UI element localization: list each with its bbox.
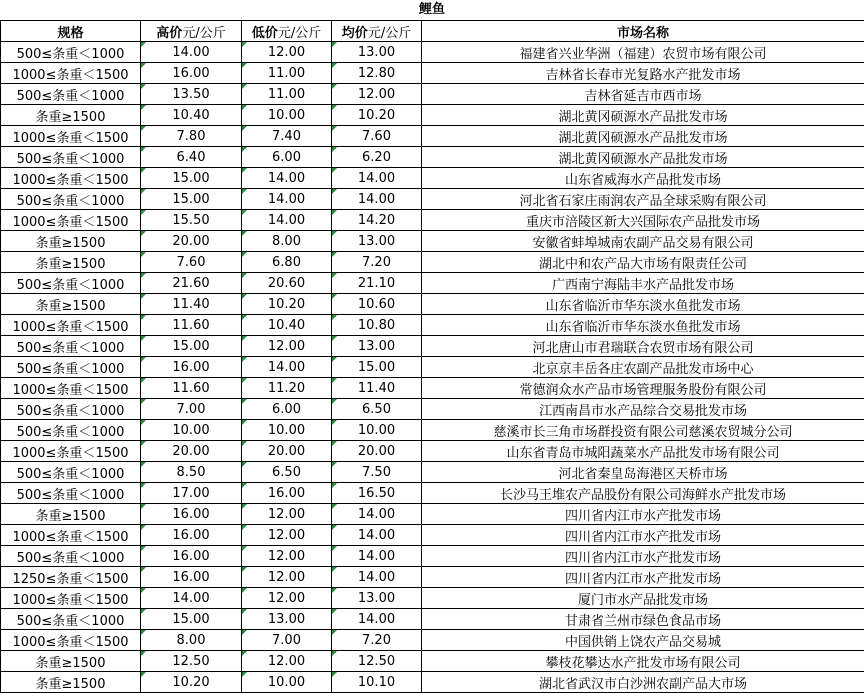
table-row [1, 273, 864, 294]
cell-market-name[interactable]: 山东省临沂市华东淡水鱼批发市场 [422, 315, 864, 336]
cell-market-name[interactable]: 湖北黄冈硕源水产品批发市场 [422, 147, 864, 168]
cell-spec[interactable]: 1000≤条重＜1500 [1, 525, 141, 546]
cell-market-name[interactable]: 四川省内江市水产批发市场 [422, 567, 864, 588]
table-row [1, 168, 864, 189]
cell-spec[interactable]: 1000≤条重＜1500 [1, 210, 141, 231]
cell-high-price[interactable]: 10.20 [141, 672, 242, 693]
cell-spec[interactable]: 1000≤条重＜1500 [1, 378, 141, 399]
table-row [1, 231, 864, 252]
cell-avg-price[interactable]: 13.00 [332, 231, 422, 252]
table-row [1, 609, 864, 630]
cell-high-price[interactable]: 20.00 [141, 231, 242, 252]
cell-spec[interactable]: 1000≤条重＜1500 [1, 588, 141, 609]
cell-high-price[interactable]: 15.00 [141, 189, 242, 210]
cell-high-price[interactable]: 15.00 [141, 336, 242, 357]
cell-market-name[interactable]: 攀枝花攀达水产批发市场有限公司 [422, 651, 864, 672]
cell-high-price[interactable]: 7.80 [141, 126, 242, 147]
cell-avg-price[interactable]: 6.50 [332, 399, 422, 420]
cell-spec[interactable]: 条重≥1500 [1, 105, 141, 126]
table-row [1, 105, 864, 126]
cell-high-price[interactable]: 16.00 [141, 525, 242, 546]
cell-high-price[interactable]: 11.40 [141, 294, 242, 315]
cell-spec[interactable]: 条重≥1500 [1, 252, 141, 273]
cell-avg-price[interactable]: 21.10 [332, 273, 422, 294]
cell-high-price[interactable]: 15.50 [141, 210, 242, 231]
cell-market-name[interactable]: 河北省石家庄雨润农产品全球采购有限公司 [422, 189, 864, 210]
cell-high-price[interactable]: 16.00 [141, 567, 242, 588]
cell-high-price[interactable]: 12.50 [141, 651, 242, 672]
cell-high-price[interactable]: 7.00 [141, 399, 242, 420]
table-row [1, 294, 864, 315]
cell-high-price[interactable]: 16.00 [141, 546, 242, 567]
table-row [1, 378, 864, 399]
cell-spec[interactable]: 1000≤条重＜1500 [1, 168, 141, 189]
cell-high-price[interactable]: 15.00 [141, 168, 242, 189]
cell-market-name[interactable]: 四川省内江市水产批发市场 [422, 504, 864, 525]
cell-low-price[interactable]: 20.00 [242, 441, 332, 462]
cell-market-name[interactable]: 吉林省长春市光复路水产批发市场 [422, 63, 864, 84]
cell-market-name[interactable]: 河北唐山市君瑞联合农贸市场有限公司 [422, 336, 864, 357]
cell-market-name[interactable]: 江西南昌市水产品综合交易批发市场 [422, 399, 864, 420]
table-row [1, 546, 864, 567]
table-row [1, 420, 864, 441]
cell-high-price[interactable]: 13.50 [141, 84, 242, 105]
cell-spec[interactable]: 500≤条重＜1000 [1, 189, 141, 210]
header-market-name[interactable]: 市场名称 [422, 21, 864, 42]
cell-avg-price[interactable]: 13.00 [332, 588, 422, 609]
table-row [1, 84, 864, 105]
cell-high-price[interactable]: 14.00 [141, 588, 242, 609]
cell-market-name[interactable]: 中国供销上饶农产品交易城 [422, 630, 864, 651]
cell-low-price[interactable]: 20.60 [242, 273, 332, 294]
cell-avg-price[interactable]: 10.00 [332, 420, 422, 441]
table-row [1, 147, 864, 168]
cell-spec[interactable]: 条重≥1500 [1, 651, 141, 672]
cell-high-price[interactable]: 20.00 [141, 441, 242, 462]
cell-high-price[interactable]: 14.00 [141, 42, 242, 63]
cell-market-name[interactable]: 常德润众水产品市场管理服务股份有限公司 [422, 378, 864, 399]
table-row [1, 315, 864, 336]
cell-market-name[interactable]: 慈溪市长三角市场群投资有限公司慈溪农贸城分公司 [422, 420, 864, 441]
cell-avg-price[interactable]: 13.00 [332, 336, 422, 357]
cell-high-price[interactable]: 16.00 [141, 357, 242, 378]
cell-market-name[interactable]: 广西南宁海陆丰水产品批发市场 [422, 273, 864, 294]
cell-low-price[interactable]: 10.40 [242, 315, 332, 336]
cell-high-price[interactable]: 10.00 [141, 420, 242, 441]
cell-spec[interactable]: 500≤条重＜1000 [1, 420, 141, 441]
cell-market-name[interactable]: 安徽省蚌埠城南农副产品交易有限公司 [422, 231, 864, 252]
cell-low-price[interactable]: 8.00 [242, 231, 332, 252]
table-row [1, 126, 864, 147]
cell-low-price[interactable]: 12.00 [242, 588, 332, 609]
cell-avg-price[interactable]: 10.10 [332, 672, 422, 693]
table-row [1, 210, 864, 231]
cell-high-price[interactable]: 6.40 [141, 147, 242, 168]
cell-avg-price[interactable]: 14.00 [332, 546, 422, 567]
cell-spec[interactable]: 1000≤条重＜1500 [1, 63, 141, 84]
cell-spec[interactable]: 条重≥1500 [1, 294, 141, 315]
cell-low-price[interactable]: 12.00 [242, 42, 332, 63]
cell-low-price[interactable]: 14.00 [242, 189, 332, 210]
table-row [1, 189, 864, 210]
header-low-price[interactable]: 低价元/公斤 [242, 21, 332, 42]
cell-low-price[interactable]: 7.40 [242, 126, 332, 147]
table-row [1, 630, 864, 651]
cell-market-name[interactable]: 福建省兴业华洲（福建）农贸市场有限公司 [422, 42, 864, 63]
cell-avg-price[interactable]: 15.00 [332, 357, 422, 378]
cell-avg-price[interactable]: 7.20 [332, 630, 422, 651]
cell-spec[interactable]: 1000≤条重＜1500 [1, 126, 141, 147]
header-spec[interactable]: 规格 [1, 21, 141, 42]
cell-market-name[interactable]: 吉林省延吉市西市场 [422, 84, 864, 105]
cell-high-price[interactable]: 16.00 [141, 504, 242, 525]
cell-spec[interactable]: 500≤条重＜1000 [1, 273, 141, 294]
cell-market-name[interactable]: 北京京丰岳各庄农副产品批发市场中心 [422, 357, 864, 378]
cell-low-price[interactable]: 12.00 [242, 525, 332, 546]
table-row [1, 441, 864, 462]
header-row [1, 21, 864, 42]
cell-low-price[interactable]: 12.00 [242, 546, 332, 567]
table-row [1, 525, 864, 546]
cell-low-price[interactable]: 10.00 [242, 420, 332, 441]
cell-low-price[interactable]: 10.00 [242, 105, 332, 126]
table-row [1, 336, 864, 357]
cell-low-price[interactable]: 12.00 [242, 504, 332, 525]
cell-spec[interactable]: 500≤条重＜1000 [1, 546, 141, 567]
table-row [1, 483, 864, 504]
cell-high-price[interactable]: 8.00 [141, 630, 242, 651]
cell-avg-price[interactable]: 14.00 [332, 609, 422, 630]
cell-high-price[interactable]: 7.60 [141, 252, 242, 273]
cell-low-price[interactable]: 11.00 [242, 84, 332, 105]
cell-avg-price[interactable]: 10.80 [332, 315, 422, 336]
cell-low-price[interactable]: 14.00 [242, 210, 332, 231]
cell-high-price[interactable]: 16.00 [141, 63, 242, 84]
cell-avg-price[interactable]: 7.50 [332, 462, 422, 483]
cell-market-name[interactable]: 甘肃省兰州市绿色食品市场 [422, 609, 864, 630]
cell-spec[interactable]: 500≤条重＜1000 [1, 399, 141, 420]
cell-low-price[interactable]: 11.00 [242, 63, 332, 84]
table-row [1, 252, 864, 273]
header-avg-price[interactable]: 均价元/公斤 [332, 21, 422, 42]
cell-avg-price[interactable]: 10.20 [332, 105, 422, 126]
cell-avg-price[interactable]: 13.00 [332, 42, 422, 63]
cell-market-name[interactable]: 山东省威海水产品批发市场 [422, 168, 864, 189]
table-row [1, 399, 864, 420]
cell-market-name[interactable]: 湖北中和农产品大市场有限责任公司 [422, 252, 864, 273]
cell-avg-price[interactable]: 10.60 [332, 294, 422, 315]
cell-low-price[interactable]: 11.20 [242, 378, 332, 399]
cell-avg-price[interactable]: 14.00 [332, 504, 422, 525]
cell-spec[interactable]: 条重≥1500 [1, 504, 141, 525]
table-row [1, 588, 864, 609]
cell-spec[interactable]: 500≤条重＜1000 [1, 42, 141, 63]
cell-high-price[interactable]: 10.40 [141, 105, 242, 126]
header-high-price[interactable]: 高价元/公斤 [141, 21, 242, 42]
cell-market-name[interactable]: 湖北黄冈硕源水产品批发市场 [422, 105, 864, 126]
cell-avg-price[interactable]: 14.00 [332, 525, 422, 546]
cell-low-price[interactable]: 13.00 [242, 609, 332, 630]
table-row [1, 651, 864, 672]
cell-spec[interactable]: 500≤条重＜1000 [1, 147, 141, 168]
cell-avg-price[interactable]: 14.00 [332, 168, 422, 189]
cell-avg-price[interactable]: 16.50 [332, 483, 422, 504]
cell-market-name[interactable]: 河北省秦皇岛海港区天桥市场 [422, 462, 864, 483]
cell-high-price[interactable]: 11.60 [141, 315, 242, 336]
table-row [1, 63, 864, 84]
cell-avg-price[interactable]: 11.40 [332, 378, 422, 399]
cell-market-name[interactable]: 四川省内江市水产批发市场 [422, 525, 864, 546]
cell-high-price[interactable]: 8.50 [141, 462, 242, 483]
cell-low-price[interactable]: 10.00 [242, 672, 332, 693]
table-row [1, 672, 864, 693]
table-row [1, 357, 864, 378]
cell-avg-price[interactable]: 7.20 [332, 252, 422, 273]
price-table [0, 20, 864, 693]
cell-spec[interactable]: 1250≤条重＜1500 [1, 567, 141, 588]
cell-spec[interactable]: 500≤条重＜1000 [1, 462, 141, 483]
cell-market-name[interactable]: 山东省临沂市华东淡水鱼批发市场 [422, 294, 864, 315]
cell-high-price[interactable]: 11.60 [141, 378, 242, 399]
cell-spec[interactable]: 500≤条重＜1000 [1, 357, 141, 378]
cell-low-price[interactable]: 6.80 [242, 252, 332, 273]
cell-market-name[interactable]: 重庆市涪陵区新大兴国际农产品批发市场 [422, 210, 864, 231]
cell-low-price[interactable]: 12.00 [242, 336, 332, 357]
cell-avg-price[interactable]: 6.20 [332, 147, 422, 168]
cell-spec[interactable]: 500≤条重＜1000 [1, 336, 141, 357]
cell-avg-price[interactable]: 7.60 [332, 126, 422, 147]
cell-avg-price[interactable]: 12.80 [332, 63, 422, 84]
cell-low-price[interactable]: 10.20 [242, 294, 332, 315]
cell-market-name[interactable]: 湖北省武汉市白沙洲农副产品大市场 [422, 672, 864, 693]
cell-low-price[interactable]: 6.50 [242, 462, 332, 483]
cell-avg-price[interactable]: 20.00 [332, 441, 422, 462]
cell-low-price[interactable]: 16.00 [242, 483, 332, 504]
cell-low-price[interactable]: 6.00 [242, 147, 332, 168]
table-row [1, 567, 864, 588]
cell-spec[interactable]: 1000≤条重＜1500 [1, 630, 141, 651]
cell-low-price[interactable]: 12.00 [242, 651, 332, 672]
cell-avg-price[interactable]: 14.00 [332, 567, 422, 588]
cell-spec[interactable]: 500≤条重＜1000 [1, 84, 141, 105]
cell-low-price[interactable]: 14.00 [242, 357, 332, 378]
cell-market-name[interactable]: 山东省青岛市城阳蔬菜水产品批发市场有限公司 [422, 441, 864, 462]
cell-market-name[interactable]: 厦门市水产品批发市场 [422, 588, 864, 609]
cell-market-name[interactable]: 长沙马王堆农产品股份有限公司海鲜水产批发市场 [422, 483, 864, 504]
cell-low-price[interactable]: 14.00 [242, 168, 332, 189]
table-row [1, 462, 864, 483]
cell-avg-price[interactable]: 14.00 [332, 189, 422, 210]
cell-low-price[interactable]: 12.00 [242, 567, 332, 588]
table-row [1, 504, 864, 525]
table-title: 鲤鱼 [0, 0, 864, 20]
cell-low-price[interactable]: 6.00 [242, 399, 332, 420]
cell-avg-price[interactable]: 12.00 [332, 84, 422, 105]
cell-avg-price[interactable]: 12.50 [332, 651, 422, 672]
cell-spec[interactable]: 500≤条重＜1000 [1, 609, 141, 630]
cell-market-name[interactable]: 湖北黄冈硕源水产品批发市场 [422, 126, 864, 147]
cell-avg-price[interactable]: 14.20 [332, 210, 422, 231]
cell-high-price[interactable]: 15.00 [141, 609, 242, 630]
cell-spec[interactable]: 1000≤条重＜1500 [1, 315, 141, 336]
cell-spec[interactable]: 1000≤条重＜1500 [1, 441, 141, 462]
cell-spec[interactable]: 500≤条重＜1000 [1, 483, 141, 504]
cell-high-price[interactable]: 21.60 [141, 273, 242, 294]
cell-market-name[interactable]: 四川省内江市水产批发市场 [422, 546, 864, 567]
cell-high-price[interactable]: 17.00 [141, 483, 242, 504]
table-row [1, 42, 864, 63]
cell-spec[interactable]: 条重≥1500 [1, 231, 141, 252]
cell-spec[interactable]: 条重≥1500 [1, 672, 141, 693]
cell-low-price[interactable]: 7.00 [242, 630, 332, 651]
